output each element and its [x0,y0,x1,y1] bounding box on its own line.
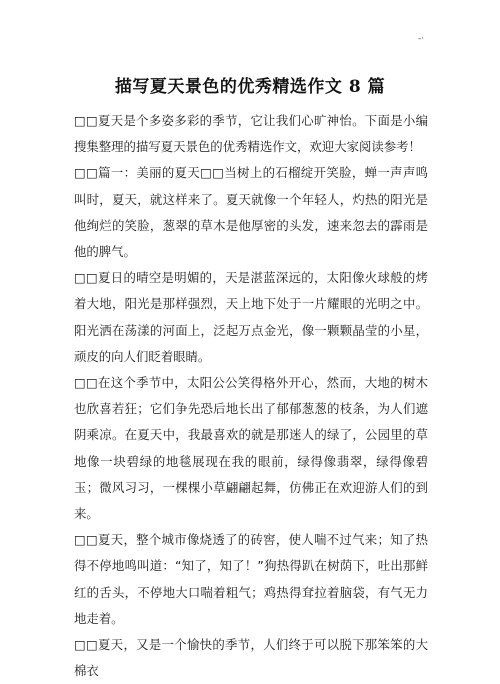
paragraph-2: □□夏日的晴空是明媚的，天是湛蓝深远的，太阳像火球般的烤着大地，阳光是那样强烈，天上地下处于一片耀眼的光明之中。阳光洒在荡漾的河面上，泛起万点金光，像一颗颗晶莹的小星，顽皮的向人们眨着眼睛。 [74,270,428,364]
document-body [74,108,428,684]
paragraph-1: □□篇一：美丽的夏天□□当树上的石榴绽开笑脸，蝉一声声鸣叫时，夏天，就这样来了。夏天就像一个年轻人，灼热的阳光是他绚烂的笑脸，葱翠的草木是他厚密的头发，速来忽去的霹雨是他的脾气。 [74,165,428,260]
paragraph-3: □□在这个季节中，太阳公公笑得格外开心，然而，大地的树木也欣喜若狂；它们争先恐后地长出了郁郁葱葱的枝条，为人们遮阴乘凉。在夏天中，我最喜欢的就是那迷人的绿了，公园里的草地像一块碧绿的地毯展现在我的眼前，绿得像翡翠，绿得像碧玉；微风习习，一棵棵小草翩翩起舞，仿佛正在欢迎游人们的到来。 [74,375,428,522]
document-title: 描写夏天景色的优秀精选作文 8 篇 [114,77,386,97]
paragraph-5: □□夏天，又是一个愉快的季节，人们终于可以脱下那笨笨的大棉衣 [74,637,428,679]
paragraph-4: □□夏天，整个城市像烧透了的砖窖，使人喘不过气来；知了热得不停地鸣叫道：“知了，知了！”狗热得趴在树荫下，吐出那鲜红的舌头，不停地大口喘着粗气；鸡热得耷拉着脑袋，有气无力地走着。 [74,532,428,626]
paragraph-intro: □□夏天是个多姿多彩的季节，它让我们心旷神怡。下面是小编搜集整理的描写夏天景色的优秀精选作文，欢迎大家阅读参考！ [74,113,428,155]
corner-mark: -· [418,34,425,44]
